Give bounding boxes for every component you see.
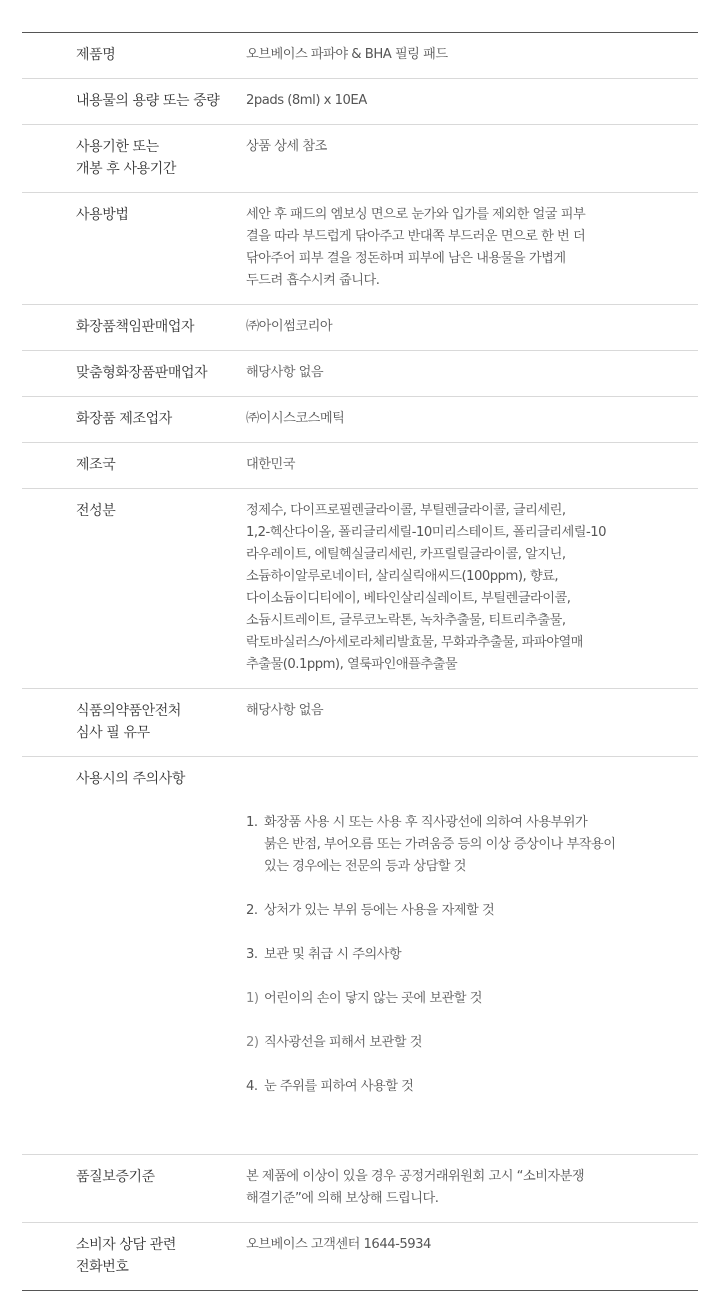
caution-text: 보관 및 취급 시 주의사항 [264,947,402,962]
caution-text: 눈 주위를 피하여 사용할 것 [264,1079,414,1094]
caution-text: 상처가 있는 부위 등에는 사용을 자제할 것 [264,903,495,918]
row-label: 사용기한 또는 개봉 후 사용기간 [76,139,176,177]
row-value: 해당사항 없음 [246,703,324,718]
row-value: 2pads (8ml) x 10EA [246,93,367,108]
row-responsible-seller [22,304,698,350]
row-label: 품질보증기준 [76,1169,155,1185]
row-value: 해당사항 없음 [246,365,324,380]
row-ingredients [22,488,698,688]
caution-text: 직사광선을 피해서 보관할 것 [264,1035,422,1050]
row-mfds-review [22,688,698,756]
row-customer-service [22,1222,698,1290]
row-value: 본 제품에 이상이 있을 경우 공정거래위원회 고시 “소비자분쟁 해결기준”에 의해 보상해 드립니다. [246,1169,585,1206]
caution-subnumber: 1) [246,991,259,1006]
row-value: ㈜이시스코스메틱 [246,411,345,426]
row-product-name [22,33,698,78]
row-label: 화장품 제조업자 [76,411,172,427]
row-custom-seller [22,350,698,396]
row-label: 사용방법 [76,207,129,223]
row-label: 전성분 [76,503,116,519]
row-label: 사용시의 주의사항 [76,771,186,787]
row-expiry [22,124,698,192]
row-label: 맞춤형화장품판매업자 [76,365,208,381]
caution-item [246,944,674,966]
caution-subitem [246,988,674,1010]
row-value: 세안 후 패드의 엠보싱 면으로 눈가와 입가를 제외한 얼굴 피부 결을 따라 부드럽게 닦아주고 반대쪽 부드러운 면으로 한 번 더 닦아주어 피부 결을 정돈하며 피부에 남은 내용물을 가볍게 두드려 흡수시켜 줍니다. [246,207,586,288]
row-volume [22,78,698,124]
row-label: 화장품책임판매업자 [76,319,195,335]
row-value: 정제수, 다이프로필렌글라이콜, 부틸렌글라이콜, 글리세린, 1,2-헥산다이올, 폴리글리세릴-10미리스테이트, 폴리글리세릴-10 라우레이트, 에틸헥실글리세린, 카프릴릴글라이콜, 알지닌, 소듐하이알루로네이터, 살리실릭애씨드(100ppm), 향료, 다이소듐이디티에이, 베타인살리실레이트, 부틸렌글라이콜, 소듐시트레이트, 글루코노락톤, 녹차추출물, 티트리추출물, 락토바실러스/아세로라체리발효물, 무화과추출물, 파파야열매 추출물(0.1ppm), 열룩파인애플추출물 [246,503,607,672]
row-manufacturer [22,396,698,442]
row-label: 내용물의 용량 또는 중량 [76,93,220,109]
product-info-table [22,32,698,1291]
row-cautions [22,756,698,1154]
caution-number: 1. [246,815,258,830]
row-label: 소비자 상담 관련 전화번호 [76,1237,176,1275]
row-value: 오브베이스 파파야 & BHA 필링 패드 [246,47,448,62]
row-label: 식품의약품안전처 심사 필 유무 [76,703,181,741]
row-label: 제조국 [76,457,116,473]
caution-number: 2. [246,903,258,918]
caution-number: 4. [246,1079,258,1094]
row-usage [22,192,698,304]
caution-text: 어린이의 손이 닿지 않는 곳에 보관할 것 [264,991,482,1006]
row-label: 제품명 [76,47,116,63]
row-country [22,442,698,488]
row-value: 상품 상세 참조 [246,139,327,154]
row-value: 오브베이스 고객센터 1644-5934 [246,1237,431,1252]
caution-number: 3. [246,947,258,962]
row-value: ㈜아이썸코리아 [246,319,333,334]
row-value: 대한민국 [246,457,295,472]
cautions-list-wrap [246,768,698,1142]
caution-item [246,900,674,922]
caution-subnumber: 2) [246,1035,259,1050]
caution-item [246,812,674,878]
caution-item [246,1076,674,1098]
row-quality-guarantee [22,1154,698,1222]
cautions-list [246,790,674,1120]
caution-subitem [246,1032,674,1054]
caution-text: 화장품 사용 시 또는 사용 후 직사광선에 의하여 사용부위가 붉은 반점, 부어오름 또는 가려움증 등의 이상 증상이나 부작용이 있는 경우에는 전문의 등과 상담할 것 [264,815,616,874]
